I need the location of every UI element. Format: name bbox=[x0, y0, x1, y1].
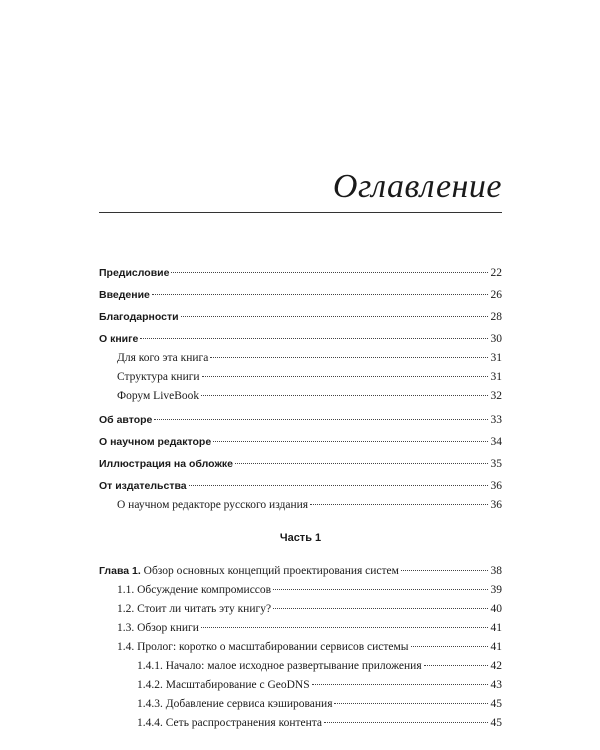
toc-entry-page: 39 bbox=[490, 584, 502, 596]
leader-dots bbox=[213, 441, 488, 442]
toc-entry-label: О книге bbox=[99, 333, 139, 345]
leader-dots bbox=[424, 665, 488, 666]
toc-entry-label: 1.3. Обзор книги bbox=[117, 622, 199, 634]
toc-entry-label: О научном редакторе bbox=[99, 436, 212, 448]
chapter-title: Обзор основных концепций проектирования систем bbox=[143, 565, 399, 577]
toc-entry-label: Предисловие bbox=[99, 267, 170, 279]
leader-dots bbox=[273, 589, 488, 590]
toc-entry-about-editor[interactable] bbox=[99, 433, 502, 452]
leader-dots bbox=[210, 357, 488, 358]
toc-entry-label: Об авторе bbox=[99, 414, 153, 426]
toc-entry-about-author[interactable] bbox=[99, 411, 502, 430]
toc-entry-publisher[interactable] bbox=[99, 477, 502, 496]
leader-dots bbox=[411, 646, 488, 647]
toc-subsection[interactable] bbox=[99, 695, 502, 714]
toc-entry-label: От издательства bbox=[99, 480, 187, 492]
toc-entry-about-book[interactable] bbox=[99, 330, 502, 349]
leader-dots bbox=[201, 627, 488, 628]
toc-entry-label: Введение bbox=[99, 289, 150, 301]
toc-entry-label: О научном редакторе русского издания bbox=[117, 499, 309, 511]
toc-entry-label: 1.1. Обсуждение компромиссов bbox=[117, 584, 272, 596]
toc-entry-page: 42 bbox=[490, 660, 502, 672]
toc-entry-page: 45 bbox=[490, 698, 502, 710]
toc-entry-label: Форум LiveBook bbox=[117, 390, 200, 402]
toc-entry-page: 45 bbox=[490, 717, 502, 729]
toc-subentry[interactable] bbox=[99, 349, 502, 368]
part-heading: Часть 1 bbox=[279, 532, 322, 544]
leader-dots bbox=[140, 338, 488, 339]
leader-dots bbox=[310, 504, 488, 505]
toc-entry-page: 22 bbox=[490, 267, 502, 279]
toc-entry-label: 1.4.2. Масштабирование с GeoDNS bbox=[137, 679, 310, 691]
toc-entry-label bbox=[99, 562, 399, 581]
toc-subentry[interactable] bbox=[99, 496, 502, 515]
leader-dots bbox=[401, 570, 488, 571]
leader-dots bbox=[273, 608, 488, 609]
toc-section[interactable] bbox=[99, 600, 502, 619]
leader-dots bbox=[189, 485, 488, 486]
toc-entry-label: 1.4.4. Сеть распространения контента bbox=[137, 717, 323, 729]
toc-entry-page: 35 bbox=[490, 458, 502, 470]
toc-entry-page: 36 bbox=[490, 499, 502, 511]
toc-entry-page: 38 bbox=[490, 565, 502, 577]
toc-entry-page: 36 bbox=[490, 480, 502, 492]
leader-dots bbox=[312, 684, 488, 685]
toc-entry-page: 41 bbox=[490, 622, 502, 634]
toc-entry-label: 1.4. Пролог: коротко о масштабировании сервисов системы bbox=[117, 641, 409, 653]
toc-entry-preface[interactable] bbox=[99, 264, 502, 283]
toc-entry-page: 31 bbox=[490, 371, 502, 383]
toc-entry-label: 1.4.3. Добавление сервиса кэширования bbox=[137, 698, 333, 710]
leader-dots bbox=[171, 272, 488, 273]
toc-entry-chapter-1[interactable] bbox=[99, 562, 502, 581]
toc-section[interactable] bbox=[99, 581, 502, 600]
toc-entry-cover[interactable] bbox=[99, 455, 502, 474]
page-title: Оглавление bbox=[332, 168, 502, 205]
toc-subentry[interactable] bbox=[99, 387, 502, 406]
toc-entry-page: 43 bbox=[490, 679, 502, 691]
toc-entry-thanks[interactable] bbox=[99, 308, 502, 327]
leader-dots bbox=[152, 294, 488, 295]
toc-subsection[interactable] bbox=[99, 676, 502, 695]
title-divider bbox=[99, 212, 502, 213]
leader-dots bbox=[154, 419, 488, 420]
toc-entry-page: 33 bbox=[490, 414, 502, 426]
toc-entry-page: 32 bbox=[490, 390, 502, 402]
toc-entry-label: Благодарности bbox=[99, 311, 179, 323]
toc-entry-page: 30 bbox=[490, 333, 502, 345]
toc-entry-page: 40 bbox=[490, 603, 502, 615]
leader-dots bbox=[202, 376, 488, 377]
toc-entry-label: Иллюстрация на обложке bbox=[99, 458, 233, 470]
toc-subsection[interactable] bbox=[99, 714, 502, 733]
toc-subentry[interactable] bbox=[99, 368, 502, 387]
toc-entry-page: 34 bbox=[490, 436, 502, 448]
leader-dots bbox=[181, 316, 488, 317]
toc-entry-label: Для кого эта книга bbox=[117, 352, 209, 364]
toc-entry-page: 26 bbox=[490, 289, 502, 301]
toc-entry-page: 41 bbox=[490, 641, 502, 653]
leader-dots bbox=[324, 722, 488, 723]
toc-entry-page: 28 bbox=[490, 311, 502, 323]
leader-dots bbox=[334, 703, 488, 704]
chapter-prefix: Глава 1. bbox=[99, 565, 141, 577]
leader-dots bbox=[235, 463, 488, 464]
toc-entry-intro[interactable] bbox=[99, 286, 502, 305]
toc-entry-label: Структура книги bbox=[117, 371, 200, 383]
toc-section[interactable] bbox=[99, 638, 502, 657]
table-of-contents bbox=[99, 264, 502, 733]
toc-entry-page: 31 bbox=[490, 352, 502, 364]
toc-subsection[interactable] bbox=[99, 657, 502, 676]
leader-dots bbox=[201, 395, 488, 396]
toc-entry-label: 1.2. Стоит ли читать эту книгу? bbox=[117, 603, 272, 615]
toc-entry-label: 1.4.1. Начало: малое исходное развертывание приложения bbox=[137, 660, 422, 672]
toc-section[interactable] bbox=[99, 619, 502, 638]
